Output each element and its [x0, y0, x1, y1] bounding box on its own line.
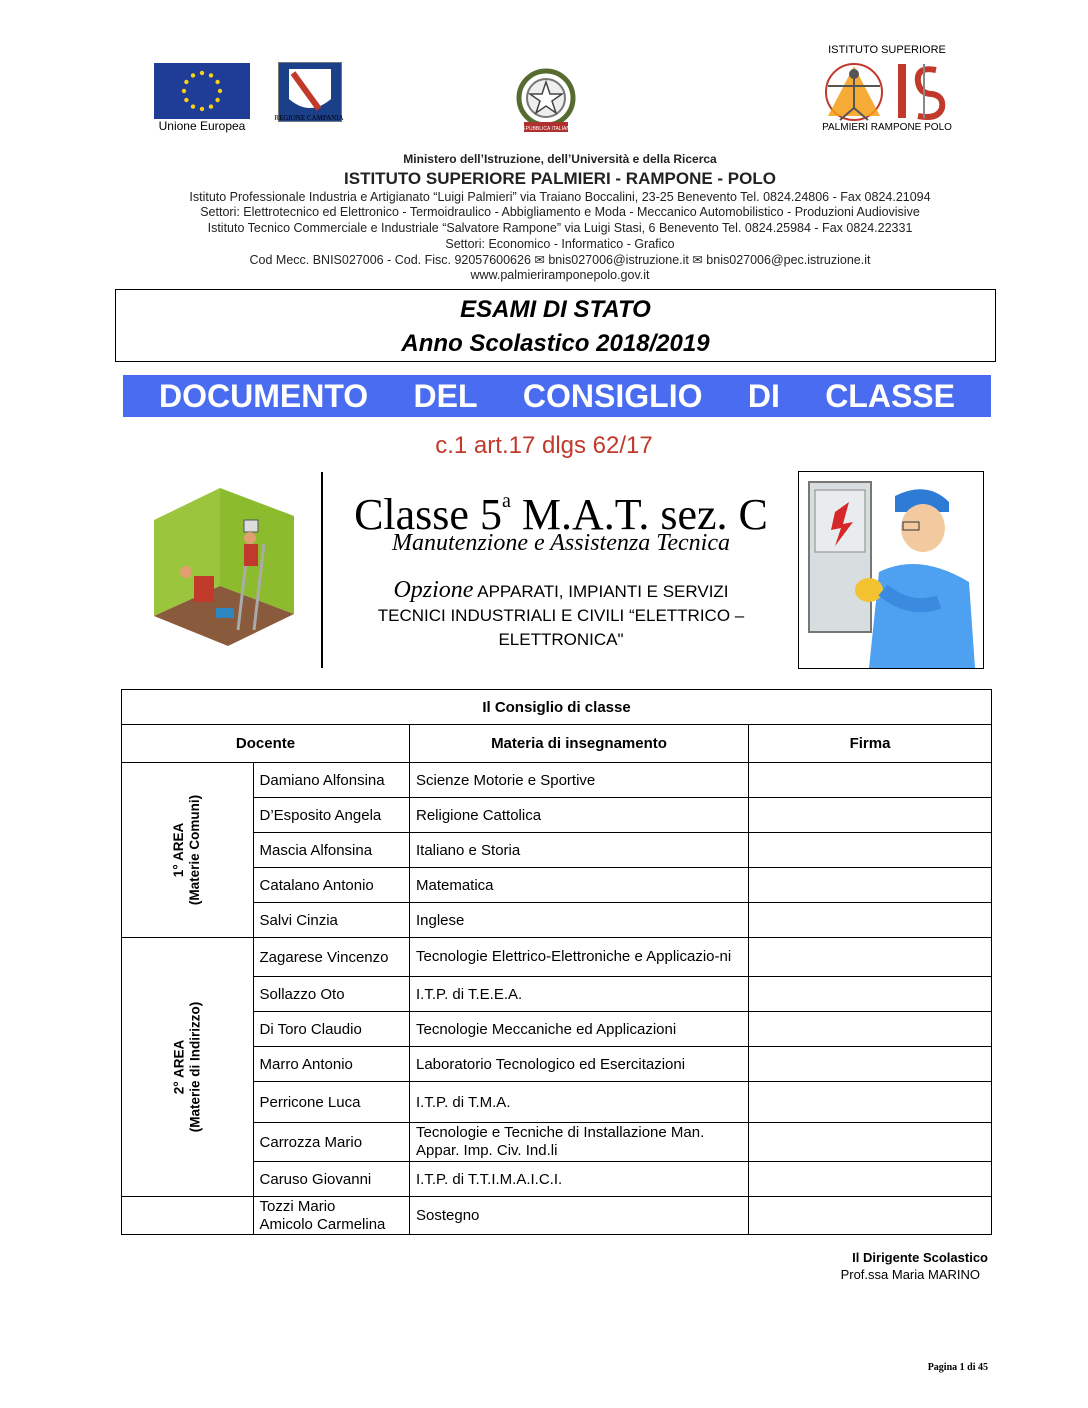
- divider-line: [321, 472, 323, 668]
- teacher-name: Amicolo Carmelina: [259, 1215, 386, 1233]
- dirigente-name: Prof.ssa Maria MARINO: [840, 1267, 980, 1282]
- banner-word: CLASSE: [825, 377, 955, 414]
- signature-cell[interactable]: [749, 1012, 992, 1047]
- table-row: [122, 1197, 992, 1235]
- subject-name: I.T.P. di T.M.A.: [410, 1082, 749, 1123]
- eu-flag-logo: [154, 63, 250, 119]
- subject-name: Laboratorio Tecnologico ed Esercitazioni: [410, 1047, 749, 1082]
- dirigente-block: [700, 1249, 988, 1283]
- eu-star-icon: [209, 104, 213, 108]
- signature-cell[interactable]: [749, 833, 992, 868]
- page-number: Pagina 1 di 45: [927, 1362, 988, 1373]
- teacher-name: Marro Antonio: [253, 1047, 409, 1082]
- info-line-7: Cod Mecc. BNIS027006 - Cod. Fisc. 92057600626 ✉ bnis027006@istruzione.it ✉ bnis027006@pec.istruzione.it: [249, 252, 871, 267]
- area-2-line-2: (Materie di Indirizzo): [187, 1001, 203, 1133]
- signature-cell[interactable]: [749, 763, 992, 798]
- signature-cell[interactable]: [749, 1082, 992, 1123]
- eu-star-icon: [209, 73, 213, 77]
- eu-star-icon: [184, 80, 188, 84]
- teacher-name: D’Esposito Angela: [253, 798, 409, 833]
- law-reference: c.1 art.17 dlgs 62/17: [435, 432, 653, 459]
- support-area-cell: [122, 1197, 254, 1235]
- area-2-cell: [122, 938, 254, 1197]
- school-logo: [820, 58, 952, 124]
- option-line-1: APPARATI, IMPIANTI E SERVIZI: [473, 582, 729, 601]
- region-label: REGIONE CAMPANIA: [274, 114, 344, 122]
- council-table: [121, 689, 992, 1235]
- header-teacher: Docente: [122, 725, 410, 763]
- teacher-name: Caruso Giovanni: [253, 1162, 409, 1197]
- signature-cell[interactable]: [749, 938, 992, 977]
- eu-star-icon: [215, 80, 219, 84]
- emblem-text: REPUBBLICA ITALIANA: [518, 126, 574, 132]
- signature-cell[interactable]: [749, 1162, 992, 1197]
- teacher-name: Salvi Cinzia: [253, 903, 409, 938]
- signature-cell[interactable]: [749, 903, 992, 938]
- signature-cell[interactable]: [749, 1123, 992, 1162]
- info-line-5: Istituto Tecnico Commerciale e Industriale “Salvatore Rampone” via Luigi Stasi, 6 Benevento Tel. 0824.25984 - Fax 0824.22331: [207, 221, 913, 236]
- area-1-cell: [122, 763, 254, 938]
- subject-name: Religione Cattolica: [410, 798, 749, 833]
- teacher-name: Catalano Antonio: [253, 868, 409, 903]
- school-logo-top-text: ISTITUTO SUPERIORE: [828, 44, 946, 56]
- option-line-2: TECNICI INDUSTRIALI E CIVILI “ELETTRICO –: [377, 606, 745, 625]
- electrician-room-illustration: [124, 480, 320, 666]
- exam-box: [115, 289, 996, 362]
- header-signature: Firma: [749, 725, 992, 763]
- support-teachers: [253, 1197, 409, 1235]
- eu-star-icon: [200, 107, 204, 111]
- area-1-line-1: 1° AREA: [171, 822, 187, 878]
- teacher-name: Zagarese Vincenzo: [253, 938, 409, 977]
- teacher-name: Carrozza Mario: [253, 1123, 409, 1162]
- signature-cell[interactable]: [749, 1047, 992, 1082]
- option-block: [324, 578, 798, 652]
- banner-word: DEL: [413, 377, 478, 414]
- table-row: [122, 938, 992, 977]
- info-line-3: Istituto Professionale Industria e Artigianato “Luigi Palmieri” via Traiano Boccalini, 23-25 Benevento Tel. 0824.24806 - Fax 0824.21094: [189, 189, 931, 204]
- eu-star-icon: [191, 73, 195, 77]
- subject-name: Inglese: [410, 903, 749, 938]
- school-name: ISTITUTO SUPERIORE PALMIERI - RAMPONE - POLO: [344, 168, 776, 188]
- subject-name: I.T.P. di T.T.I.M.A.I.C.I.: [410, 1162, 749, 1197]
- class-subtitle: Manutenzione e Assistenza Tecnica: [392, 530, 730, 556]
- document-banner: [123, 375, 991, 417]
- eu-star-icon: [191, 104, 195, 108]
- campania-logo: [278, 62, 342, 122]
- subject-name: Tecnologie Meccaniche ed Applicazioni: [410, 1012, 749, 1047]
- school-logo-bottom-text: PALMIERI RAMPONE POLO: [822, 122, 952, 133]
- dirigente-title: Il Dirigente Scolastico: [852, 1250, 988, 1265]
- subject-name: I.T.P. di T.E.E.A.: [410, 977, 749, 1012]
- option-line-3: ELETTRONICA": [498, 630, 624, 649]
- banner-word: DI: [747, 377, 780, 414]
- teacher-name: Di Toro Claudio: [253, 1012, 409, 1047]
- subject-name: Tecnologie e Tecniche di Installazione Man. Appar. Imp. Civ. Ind.li: [410, 1123, 749, 1162]
- website-line: www.palmieriramponepolo.gov.it: [470, 268, 650, 283]
- info-line-6: Settori: Economico - Informatico - Grafico: [445, 236, 675, 251]
- institution-info: [120, 152, 1000, 284]
- eu-star-icon: [184, 98, 188, 102]
- area-1-line-2: (Materie Comuni): [187, 794, 203, 906]
- banner-word: DOCUMENTO: [159, 377, 369, 414]
- header-subject: Materia di insegnamento: [410, 725, 749, 763]
- signature-cell[interactable]: [749, 868, 992, 903]
- electrician-panel-illustration: [798, 471, 984, 669]
- info-line-4: Settori: Elettrotecnico ed Elettronico - Termoidraulico - Abbigliamento e Moda - Meccanico Automobilistico - Produzioni Audiovisive: [200, 205, 920, 220]
- option-word: Opzione: [393, 577, 474, 603]
- eu-star-icon: [218, 89, 222, 93]
- eu-star-icon: [215, 98, 219, 102]
- eu-star-icon: [200, 71, 204, 75]
- teacher-name: Tozzi Mario: [259, 1197, 336, 1215]
- signature-cell[interactable]: [749, 1197, 992, 1235]
- subject-name: Sostegno: [410, 1197, 749, 1235]
- subject-name: Scienze Motorie e Sportive: [410, 763, 749, 798]
- subject-name: Italiano e Storia: [410, 833, 749, 868]
- exam-year: Anno Scolastico 2018/2019: [401, 330, 710, 357]
- area-2-line-1: 2° AREA: [171, 1039, 187, 1095]
- eu-label: Unione Europea: [158, 119, 246, 133]
- teacher-name: Sollazzo Oto: [253, 977, 409, 1012]
- banner-word: CONSIGLIO: [522, 377, 703, 414]
- subject-name: Tecnologie Elettrico-Elettroniche e Applicazio-ni: [410, 938, 749, 977]
- class-title-pre: Classe 5: [354, 490, 502, 539]
- signature-cell[interactable]: [749, 798, 992, 833]
- table-row: [122, 763, 992, 798]
- signature-cell[interactable]: [749, 977, 992, 1012]
- teacher-name: Mascia Alfonsina: [253, 833, 409, 868]
- italian-republic-emblem: [514, 66, 578, 136]
- teacher-name: Damiano Alfonsina: [253, 763, 409, 798]
- exam-title: ESAMI DI STATO: [460, 296, 651, 323]
- subject-name: Matematica: [410, 868, 749, 903]
- teacher-name: Perricone Luca: [253, 1082, 409, 1123]
- ministry-line: Ministero dell’Istruzione, dell’Università e della Ricerca: [403, 152, 717, 166]
- class-title-sup: a: [501, 490, 511, 512]
- class-title-post: M.A.T. sez. C: [510, 490, 768, 539]
- council-title: Il Consiglio di classe: [122, 690, 992, 725]
- eu-star-icon: [182, 89, 186, 93]
